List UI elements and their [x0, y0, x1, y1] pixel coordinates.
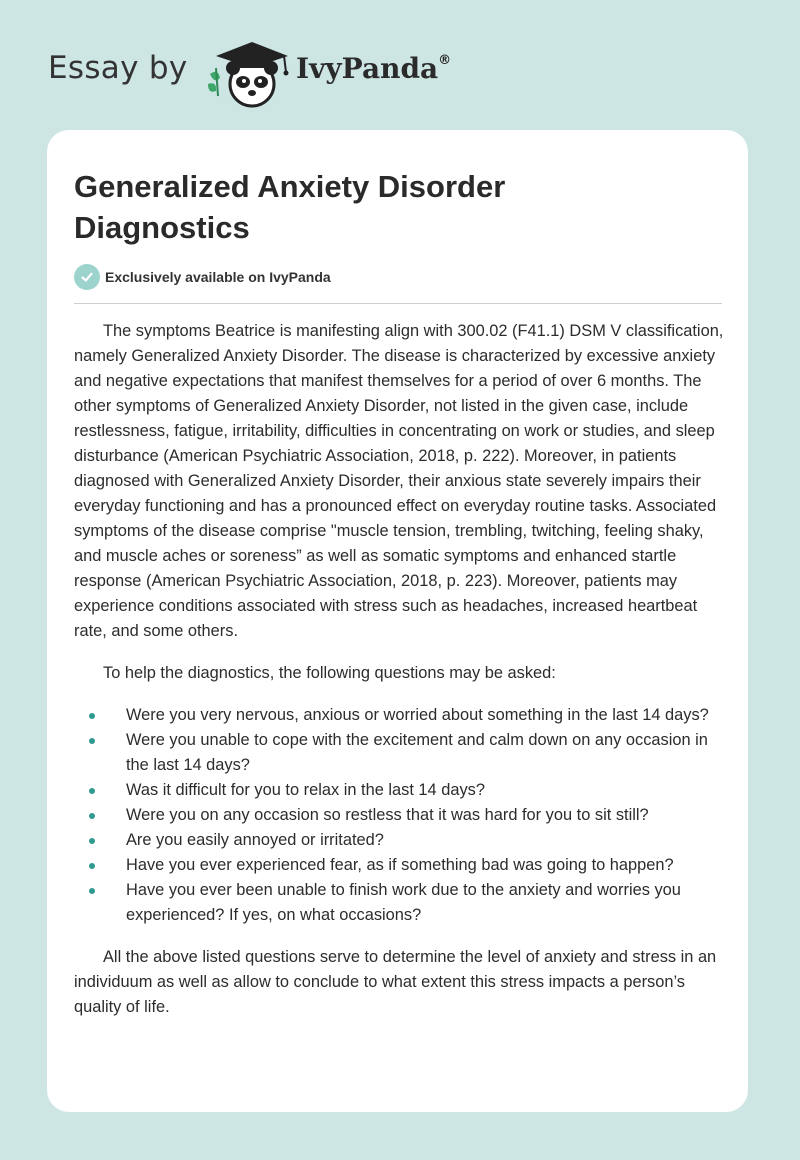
- bullet-icon: [89, 738, 95, 744]
- bullet-icon: [89, 888, 95, 894]
- essay-by-label: Essay by: [48, 50, 188, 86]
- bullet-icon: [89, 713, 95, 719]
- page-title: Generalized Anxiety Disorder Diagnostics: [74, 169, 506, 245]
- ivypanda-logo-icon[interactable]: [200, 38, 292, 110]
- bullet-icon: [89, 788, 95, 794]
- check-icon: [74, 264, 100, 290]
- essay-body: [74, 319, 734, 1020]
- site-header: [0, 0, 800, 125]
- paragraph-2: To help the diagnostics, the following questions may be asked:: [103, 664, 556, 682]
- exclusive-text: Exclusively available on IvyPanda: [105, 269, 331, 285]
- essay-card: [47, 130, 748, 1112]
- bullet-icon: [89, 813, 95, 819]
- list-item: Have you ever experienced fear, as if something bad was going to happen?: [74, 853, 734, 878]
- questions-list: [74, 703, 734, 928]
- bullet-icon: [89, 863, 95, 869]
- brand-name[interactable]: IvyPanda®: [296, 52, 452, 85]
- divider: [74, 303, 722, 304]
- list-item: Was it difficult for you to relax in the last 14 days?: [74, 778, 734, 803]
- list-item: Are you easily annoyed or irritated?: [74, 828, 734, 853]
- paragraph-1: The symptoms Beatrice is manifesting align with 300.02 (F41.1) DSM V classification, namely Generalized Anxiety Disorder. The disease is characterized by excessive anxiety and negative expectations that manifest themselves for a period of over 6 months. The other symptoms of Generalized Anxiety Disorder, not listed in the given case, include restlessness, fatigue, irritability, difficulties in concentrating on work or studies, and sleep disturbance (American Psychiatric Association, 2018, p. 222). Moreover, in patients diagnosed with Generalized Anxiety Disorder, their anxious state severely impairs their everyday functioning and has a pronounced effect on everyday routine tasks. Associated symptoms of the disease comprise "muscle tension, trembling, twitching, feeling shaky, and muscle aches or soreness” as well as somatic symptoms and enhanced startle response (American Psychiatric Association, 2018, p. 223). Moreover, patients may experience conditions associated with stress such as headaches, increased heartbeat rate, and some others.: [74, 322, 724, 640]
- list-item: Were you very nervous, anxious or worried about something in the last 14 days?: [74, 703, 734, 728]
- bullet-icon: [89, 838, 95, 844]
- list-item: Were you on any occasion so restless that it was hard for you to sit still?: [74, 803, 734, 828]
- list-item: Were you unable to cope with the excitement and calm down on any occasion in the last 14 days?: [74, 728, 734, 778]
- exclusive-badge: [74, 264, 331, 290]
- paragraph-3: All the above listed questions serve to determine the level of anxiety and stress in an individuum as well as allow to conclude to what extent this stress impacts a person’s quality of life.: [74, 948, 717, 1016]
- list-item: Have you ever been unable to finish work due to the anxiety and worries you experienced? If yes, on what occasions?: [74, 878, 734, 928]
